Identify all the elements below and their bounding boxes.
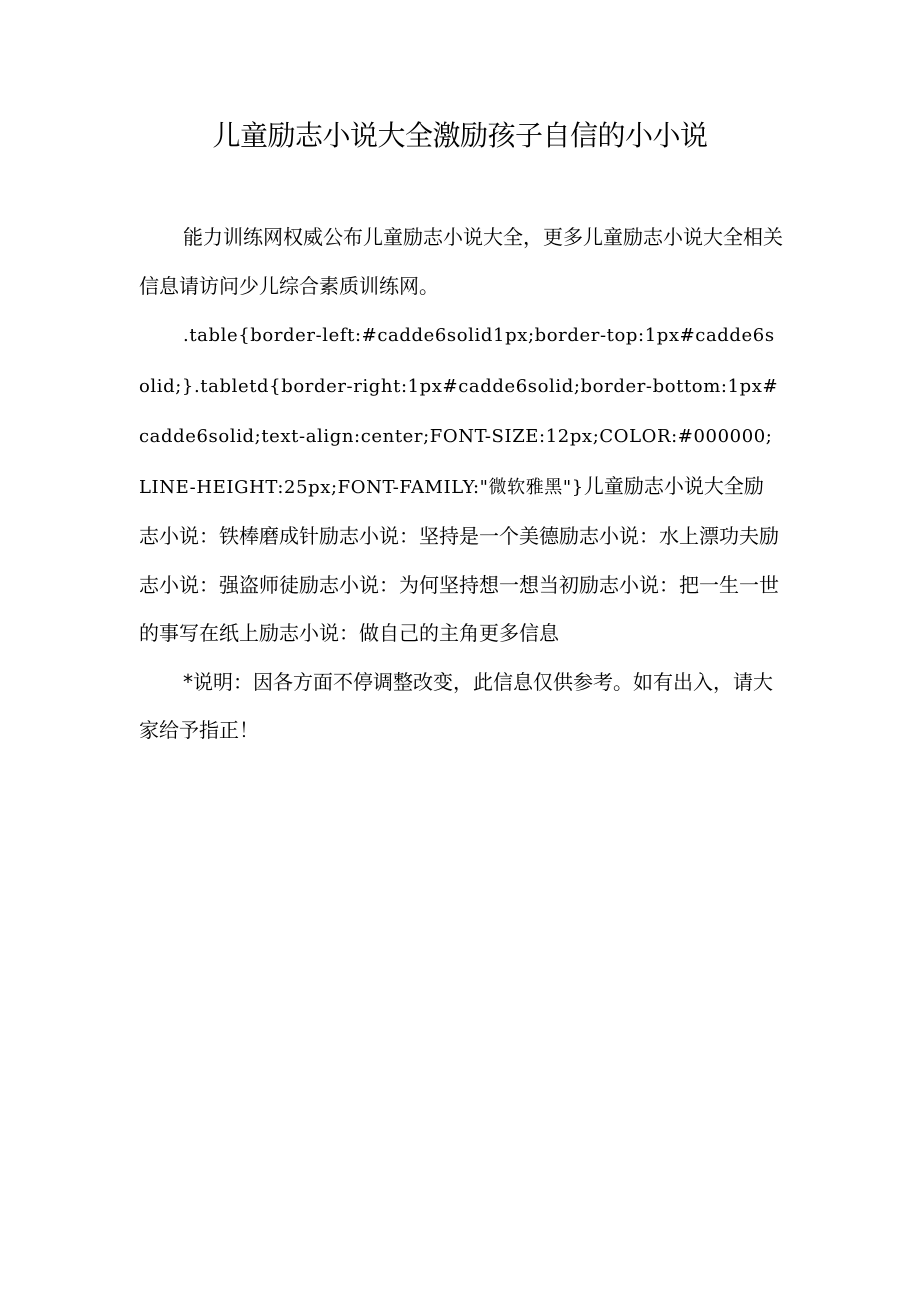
disclaimer-paragraph: *说明：因各方面不停调整改变，此信息仅供参考。如有出入，请大家给予指正！ [139,669,773,742]
document-body [139,213,783,755]
content-paragraph [139,310,783,658]
intro-paragraph: 能力训练网权威公布儿童励志小说大全，更多儿童励志小说大全相关信息请访问少儿综合素质训练网。 [139,225,783,298]
document-title: 儿童励志小说大全激励孩子自信的小小说 [212,119,708,152]
embedded-css-text: .table{border-left:#cadde6solid1px;border-top:1px#cadde6solid;}.tabletd{border-right:1px#cadde6solid;border-bottom:1px#cadde6solid;text-align:center;FONT-SIZE:12px;COLOR:#000000;LINE-HEIGHT:25px;FONT-FAMILY:"微软雅黑"} [139,325,779,498]
story-list-text: 儿童励志小说大全励志小说：铁棒磨成针励志小说：坚持是一个美德励志小说：水上漂功夫励志小说：强盗师徒励志小说：为何坚持想一想当初励志小说：把一生一世的事写在纸上励志小说：做自己的主角更多信息 [139,473,779,645]
